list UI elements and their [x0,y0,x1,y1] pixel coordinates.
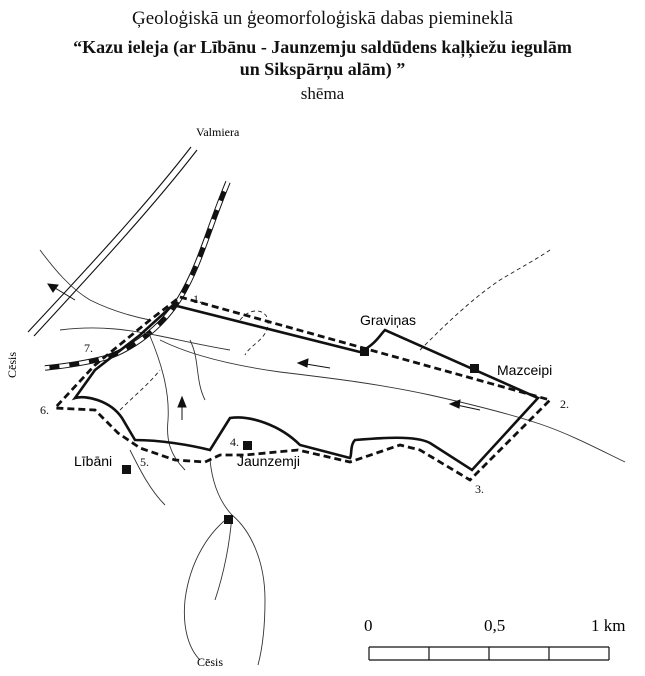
point-5: 5. [140,455,149,469]
scale-label-1km: 1 km [591,616,626,635]
map-title-line-3: un Sikspārņu alām) ” [239,59,406,79]
scale-bar [364,616,625,660]
rivers [40,250,625,665]
point-7: 7. [84,341,93,355]
dirt-roads [120,250,553,410]
label-cesis-left: Cēsis [5,351,19,378]
building-gravinas [360,347,369,356]
label-jaunzemji: Jaunzemji [237,453,301,469]
boundary-solid [75,305,538,470]
map-title-line-1: Ģeoloģiskā un ģeomorfoloģiskā dabas piemineklā [132,8,513,29]
building-markers [122,347,479,524]
map-title-line-2: “Kazu ieleja (ar Lībānu - Jaunzemju saldūdens kaļķiežu iegulām [73,37,572,57]
map-subtitle: shēma [300,84,345,103]
label-cesis-bottom: Cēsis [197,655,224,669]
building-libani [122,465,131,474]
building-south [224,515,233,524]
point-2: 2. [560,397,569,411]
boundary-dashed [55,297,553,480]
building-mazceipi [470,364,479,373]
point-4: 4. [230,435,239,449]
label-valmiera: Valmiera [196,125,240,139]
point-6: 6. [40,403,49,417]
point-3: 3. [475,482,484,496]
building-jaunzemji [243,441,252,450]
point-1: 1. [193,292,202,306]
label-libani: Lībāni [74,453,113,469]
railway [45,182,228,368]
label-mazceipi: Mazceipi [497,362,553,378]
scale-label-0: 0 [364,616,373,635]
label-gravinas: Graviņas [360,312,417,328]
scale-label-05: 0,5 [484,616,506,635]
